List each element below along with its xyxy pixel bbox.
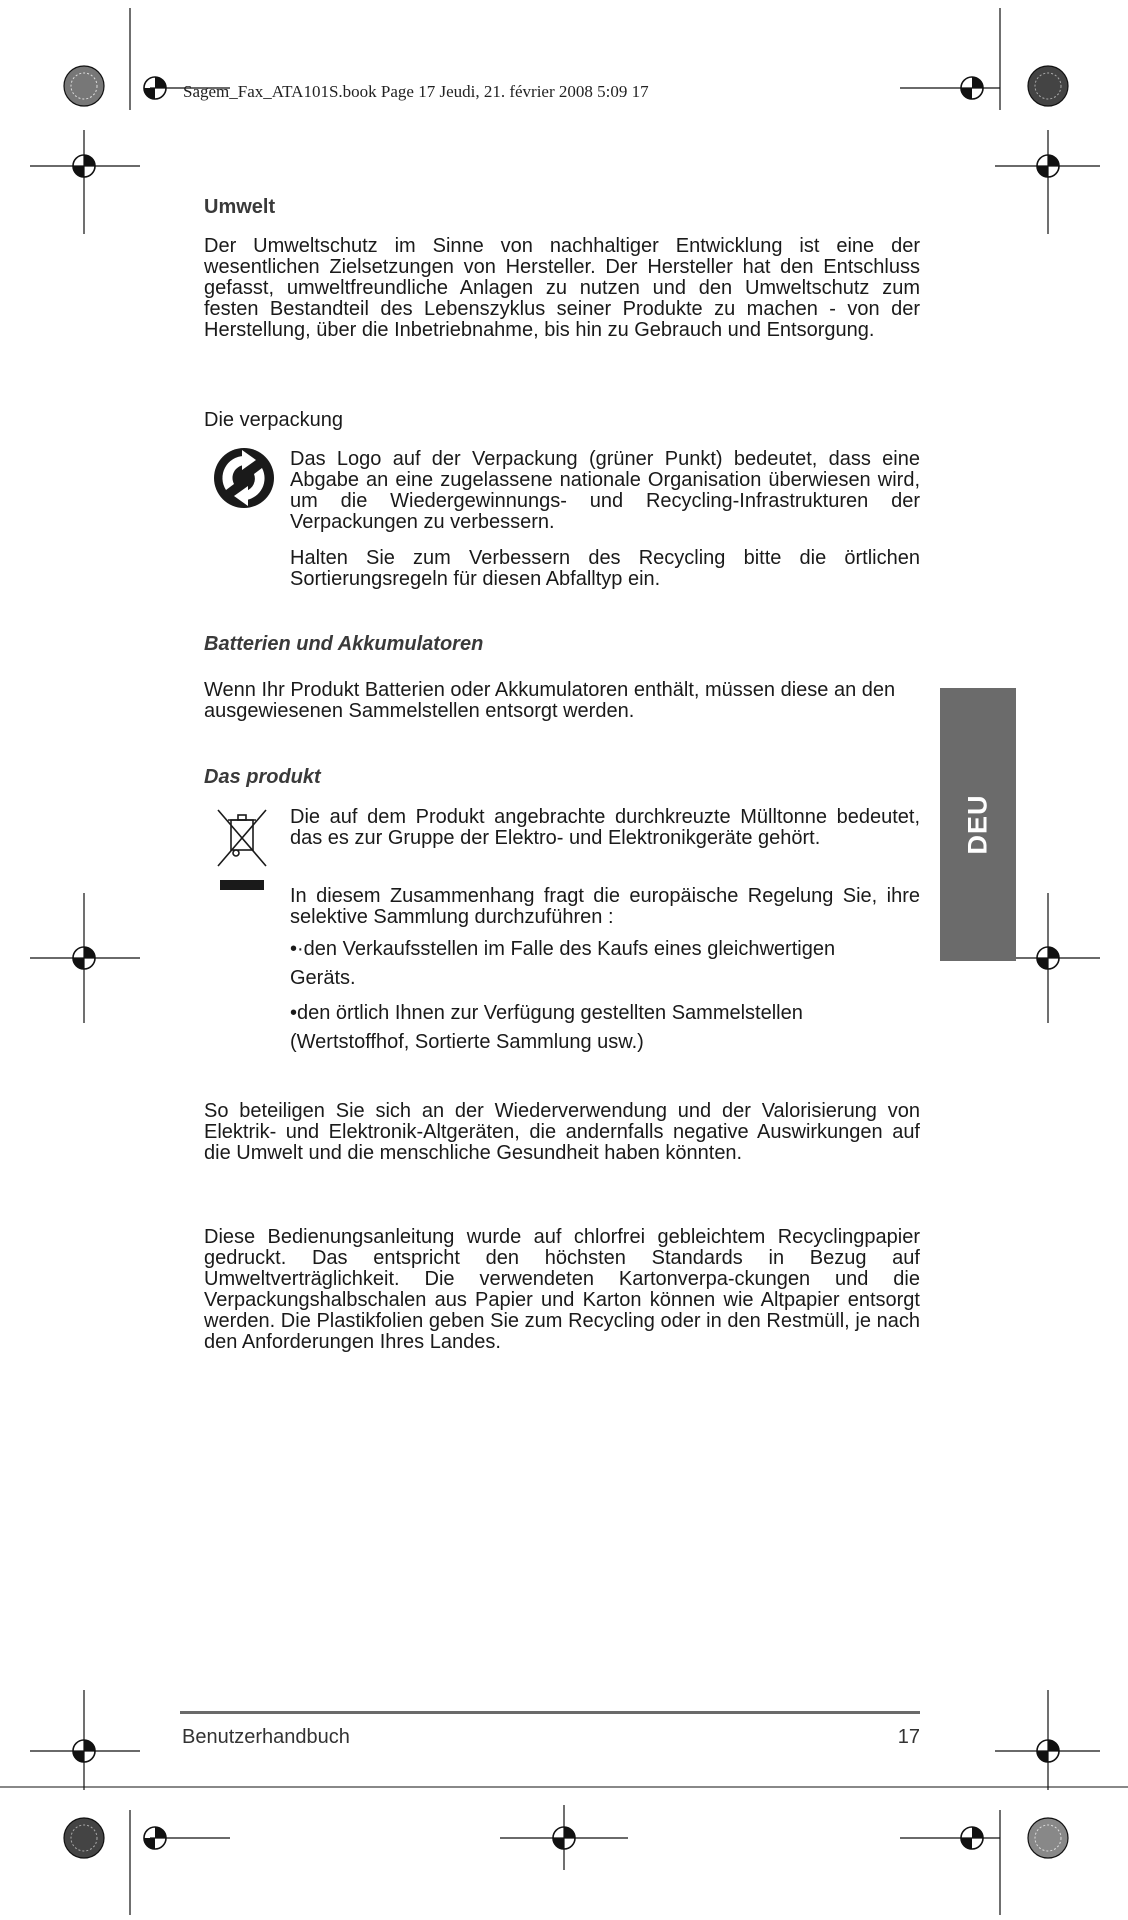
product-paragraph-1: Die auf dem Produkt angebrachte durchkreuzte Mülltonne bedeutet, das es zur Gruppe der Elektro- und Elektronikgeräte gehört. xyxy=(290,806,920,849)
footer-title: Benutzerhandbuch xyxy=(182,1726,350,1748)
footer-rule xyxy=(180,1711,920,1714)
crossed-out-wheelie-bin-icon xyxy=(214,806,270,894)
product-paragraph-2: In diesem Zusammenhang fragt die europäische Regelung Sie, ihre selektive Sammlung durchzuführen : xyxy=(290,885,920,928)
product-heading: Das produkt xyxy=(204,766,321,788)
green-dot-recycling-logo-icon xyxy=(212,446,276,510)
closing-paragraph-2: Diese Bedienungsanleitung wurde auf chlorfrei gebleichtem Recyclingpapier gedruckt. Das entspricht den höchsten Standards in Bezug auf Umweltverträglichkeit. Die verwendeten Kartonverpa-ckungen und die Verpackungshalbschalen aus Papier und Karton können wie Altpapier entsorgt werden. Die Plastikfolien geben Sie zum Recycling oder in den Restmüll, je nach den Anforderungen Ihres Landes. xyxy=(204,1226,920,1353)
batteries-paragraph: Wenn Ihr Produkt Batterien oder Akkumulatoren enthält, müssen diese an den ausgewiesenen Sammelstellen entsorgt werden. xyxy=(204,679,896,722)
print-header: Sagem_Fax_ATA101S.book Page 17 Jeudi, 21. février 2008 5:09 17 xyxy=(183,82,649,101)
product-bullet-2-line-2: (Wertstoffhof, Sortierte Sammlung usw.) xyxy=(290,1031,644,1053)
packaging-paragraph-1: Das Logo auf der Verpackung (grüner Punkt) bedeutet, dass eine Abgabe an eine zugelassene nationale Organisation überwiesen wird, um die Wiedergewinnungs- und Recycling-Infrastrukturen der Verpackungen zu verbessern. xyxy=(290,448,920,533)
packaging-paragraph-2: Halten Sie zum Verbessern des Recycling bitte die örtlichen Sortierungsregeln für diesen Abfalltyp ein. xyxy=(290,547,920,590)
batteries-heading: Batterien und Akkumulatoren xyxy=(204,633,484,655)
packaging-heading: Die verpackung xyxy=(204,409,343,431)
closing-paragraph-1: So beteiligen Sie sich an der Wiederverwendung und der Valorisierung von Elektrik- und Elektronik-Altgeräten, die andernfalls negative Auswirkungen auf die Umwelt und die menschliche Gesundheit haben könnten. xyxy=(204,1100,920,1164)
umwelt-paragraph: Der Umweltschutz im Sinne von nachhaltiger Entwicklung ist eine der wesentlichen Zielsetzungen von Hersteller. Der Hersteller hat den Entschluss gefasst, umweltfreundliche Anlagen zu nutzen und den Umweltschutz zum festen Bestandteil des Lebenszyklus seiner Produkte zu machen - von der Herstellung, über die Inbetriebnahme, bis hin zu Gebrauch und Entsorgung. xyxy=(204,235,920,341)
product-bullet-1-line-2: Geräts. xyxy=(290,967,356,989)
language-side-tab-label: DEU xyxy=(962,794,993,855)
section-heading-umwelt: Umwelt xyxy=(204,196,276,218)
language-side-tab xyxy=(940,688,1016,961)
page-number: 17 xyxy=(897,1726,920,1748)
product-bullet-1-line-1: •·den Verkaufsstellen im Falle des Kaufs eines gleichwertigen xyxy=(290,938,836,960)
product-bullet-2-line-1: •den örtlich Ihnen zur Verfügung gestellten Sammelstellen xyxy=(290,1002,803,1024)
